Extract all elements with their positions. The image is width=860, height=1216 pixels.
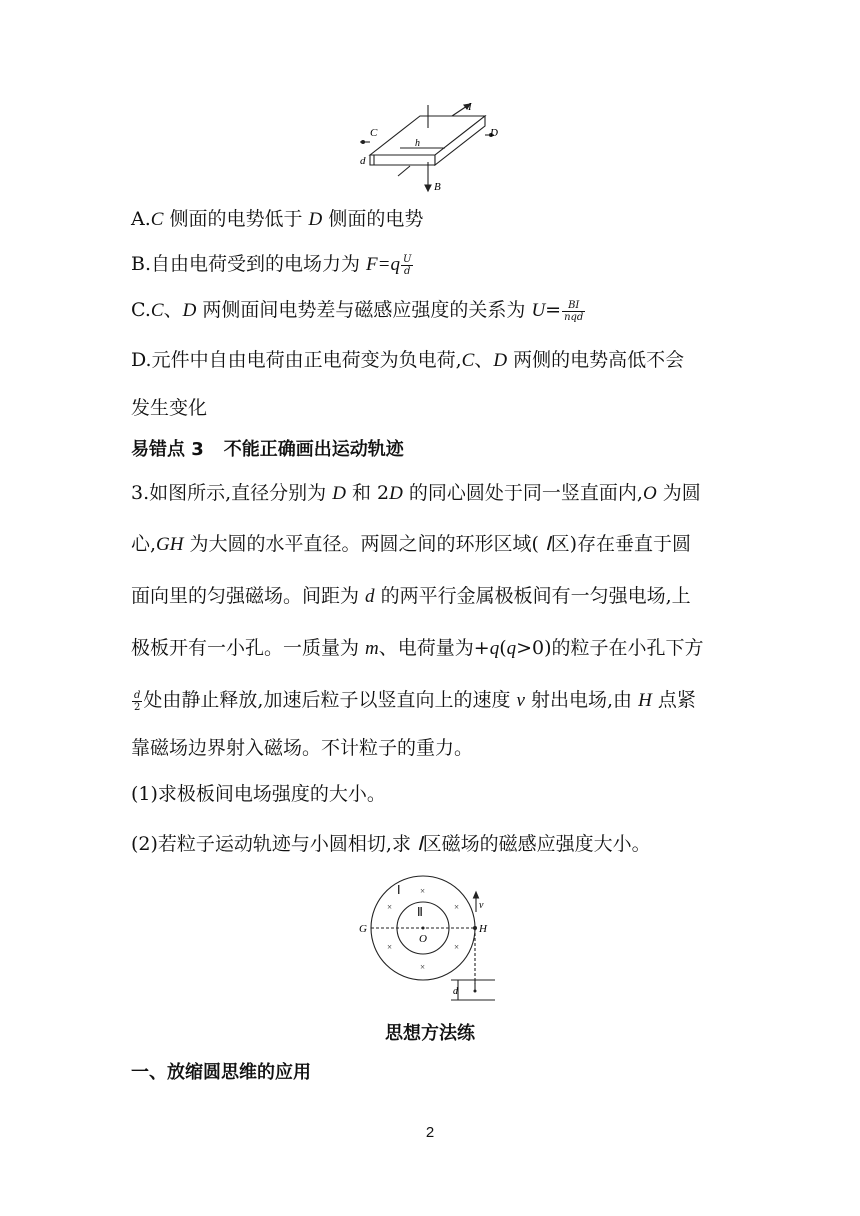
fraction-u-over-d: $\frac{U}{d}$ [402,253,412,277]
q3-part1: (1)求极板间电场强度的大小。 [131,783,386,805]
label-d: d [360,155,366,167]
region-two-label: Ⅱ [417,905,423,919]
section-heading-scaling-circle: 一、放缩圆思维的应用 [131,1062,311,1083]
label-h: h [415,138,420,149]
label-d-side: D [490,127,498,139]
field-cross: × [387,942,393,952]
label-v: v [479,900,484,911]
fraction-bi-over-nqd: $\frac{BI}{\text{nqd}}$ [564,299,584,323]
q3-line2: 心,GH 为大圆的水平直径。两圆之间的环形区域( Ⅰ区)存在垂直于圆 [131,533,692,555]
q3-line6: 靠磁场边界射入磁场。不计粒子的重力。 [131,737,474,759]
label-g: G [359,923,367,935]
label-d: d [453,986,458,997]
hall-element-figure [360,100,510,196]
q3-part2: (2)若粒子运动轨迹与小圆相切,求 Ⅰ区磁场的磁感应强度大小。 [131,833,651,855]
section-heading-error-point: 易错点 3 不能正确画出运动轨迹 [131,439,404,460]
q3-line1: 3.如图所示,直径分别为 D 和 2D 的同心圆处于同一竖直面内,O 为圆 [131,482,701,504]
option-d-line1: D.元件中自由电荷由正电荷变为负电荷,C、D 两侧的电势高低不会 [131,349,685,371]
field-cross: × [387,902,393,912]
label-h: H [479,923,487,935]
label-c: C [370,127,378,139]
page-number: 2 [425,1124,435,1141]
field-cross: × [454,942,460,952]
q3-line5: $\frac{d}{2}$ 处由静止释放,加速后粒子以竖直向上的速度 v 射出电场,由 H 点紧 [134,689,696,713]
label-i: I [468,101,472,113]
label-o: O [419,933,427,945]
region-one-label: Ⅰ [397,883,401,897]
label-b: B [434,181,441,193]
option-c: C.C、D 两侧面间电势差与磁感应强度的关系为 U= $\frac{BI}{\text{nqd}}$ [131,299,584,323]
field-cross: × [454,902,460,912]
q3-line4: 极板开有一小孔。一质量为 m、电荷量为+q(q>0)的粒子在小孔下方 [131,637,704,659]
concentric-circles-figure [355,872,505,1008]
field-cross: × [420,886,426,896]
field-cross: × [420,962,426,972]
option-d-line2: 发生变化 [131,397,208,419]
option-a: A.C 侧面的电势低于 D 侧面的电势 [131,208,424,230]
option-b: B.自由电荷受到的电场力为 F=q $\frac{U}{d}$ [131,253,412,277]
q3-line3: 面向里的匀强磁场。间距为 d 的两平行金属极板间有一匀强电场,上 [131,585,691,607]
fraction-d-over-2: $\frac{d}{2}$ [134,689,141,713]
section-heading-method-practice: 思想方法练 [385,1023,475,1044]
